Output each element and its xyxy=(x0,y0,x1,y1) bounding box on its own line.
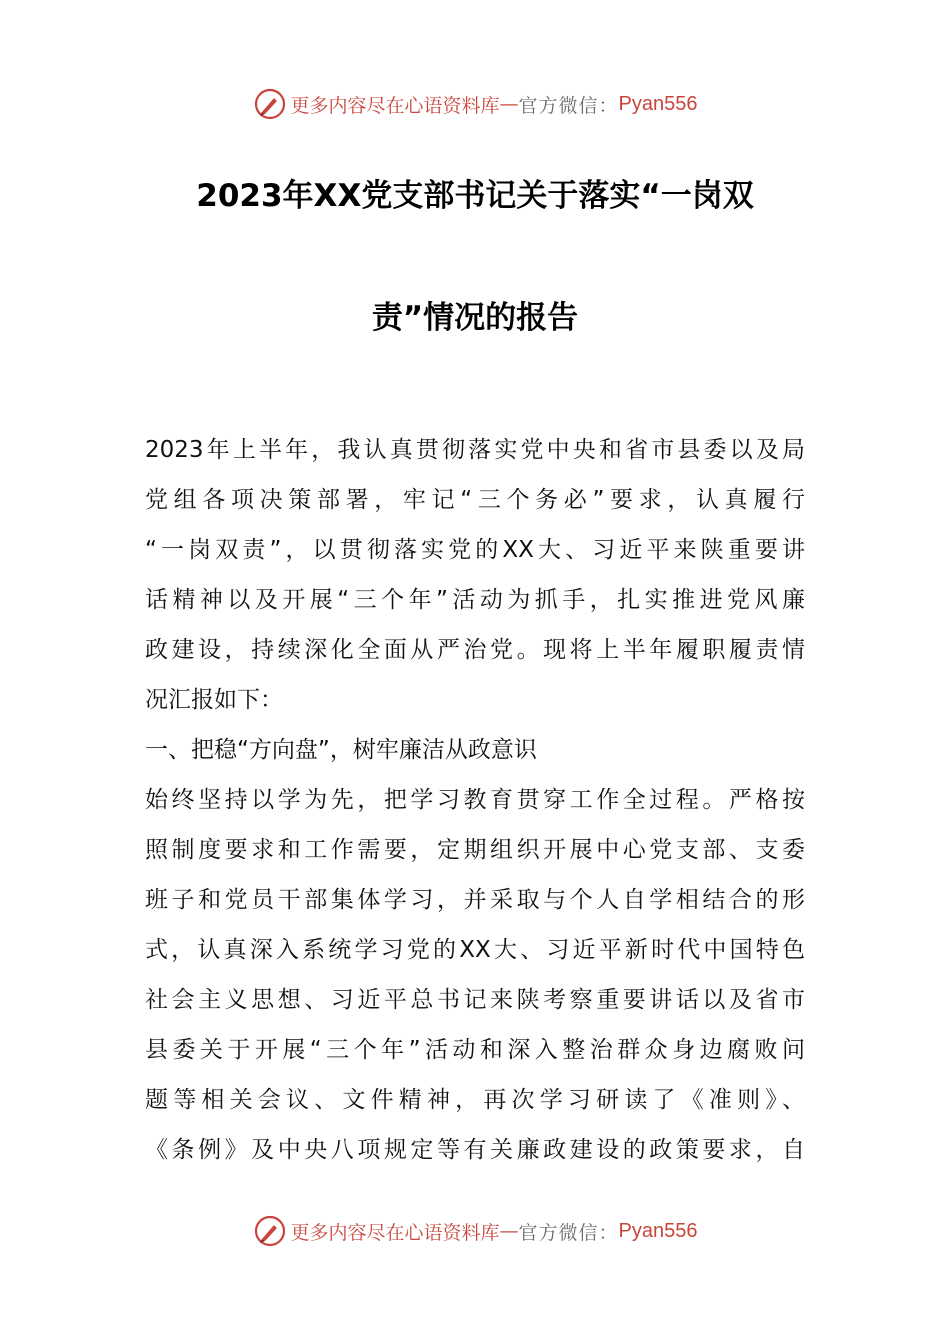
watermark-wechat-label: 官方微信： xyxy=(518,1221,619,1244)
body-line: 题等相关会议、文件精神，再次学习研读了《准则》、 xyxy=(145,1087,805,1113)
watermark-wechat-id: Pyan556 xyxy=(618,1219,698,1242)
body-line: 况汇报如下： xyxy=(145,687,283,713)
watermark-wechat-id: Pyan556 xyxy=(618,92,698,115)
body-line: 《条例》及中央八项规定等有关廉政建设的政策要求，自 xyxy=(145,1137,805,1163)
body-line: 党组各项决策部署，牢记“三个务必”要求，认真履行 xyxy=(145,487,805,513)
watermark-banner-top xyxy=(0,82,950,126)
pen-circle-icon xyxy=(253,1214,287,1248)
body-line: 话精神以及开展“三个年”活动为抓手，扎实推进党风廉 xyxy=(145,587,805,613)
body-line: 政建设，持续深化全面从严治党。现将上半年履职履责情 xyxy=(145,637,805,663)
body-line: 始终坚持以学为先，把学习教育贯穿工作全过程。严格按 xyxy=(145,787,805,813)
body-line: 照制度要求和工作需要，定期组织开展中心党支部、支委 xyxy=(145,837,805,863)
document-title-line-2: 责”情况的报告 xyxy=(371,300,579,336)
body-line: 式，认真深入系统学习党的XX大、习近平新时代中国特色 xyxy=(145,937,805,963)
body-line: 社会主义思想、习近平总书记来陕考察重要讲话以及省市 xyxy=(145,987,805,1013)
pen-circle-icon xyxy=(253,87,287,121)
watermark-banner-bottom xyxy=(0,1209,950,1253)
body-line: 县委关于开展“三个年”活动和深入整治群众身边腐败问 xyxy=(145,1037,805,1063)
watermark-lead-text: 更多内容尽在心语资料库 xyxy=(290,94,500,117)
body-line: “一岗双责”，以贯彻落实党的XX大、习近平来陕重要讲 xyxy=(145,537,805,563)
body-line: 班子和党员干部集体学习，并采取与个人自学相结合的形 xyxy=(145,887,805,913)
document-title-line-1: 2023年XX党支部书记关于落实“一岗双 xyxy=(196,178,754,214)
body-line: 2023年上半年，我认真贯彻落实党中央和省市县委以及局 xyxy=(145,437,805,463)
watermark-dash: — xyxy=(499,1220,519,1242)
section-heading: 一、把稳“方向盘”，树牢廉洁从政意识 xyxy=(145,737,537,763)
watermark-wechat-label: 官方微信： xyxy=(518,94,619,117)
watermark-dash: — xyxy=(499,93,519,115)
document-body xyxy=(145,425,805,1175)
watermark-lead-text: 更多内容尽在心语资料库 xyxy=(290,1221,500,1244)
